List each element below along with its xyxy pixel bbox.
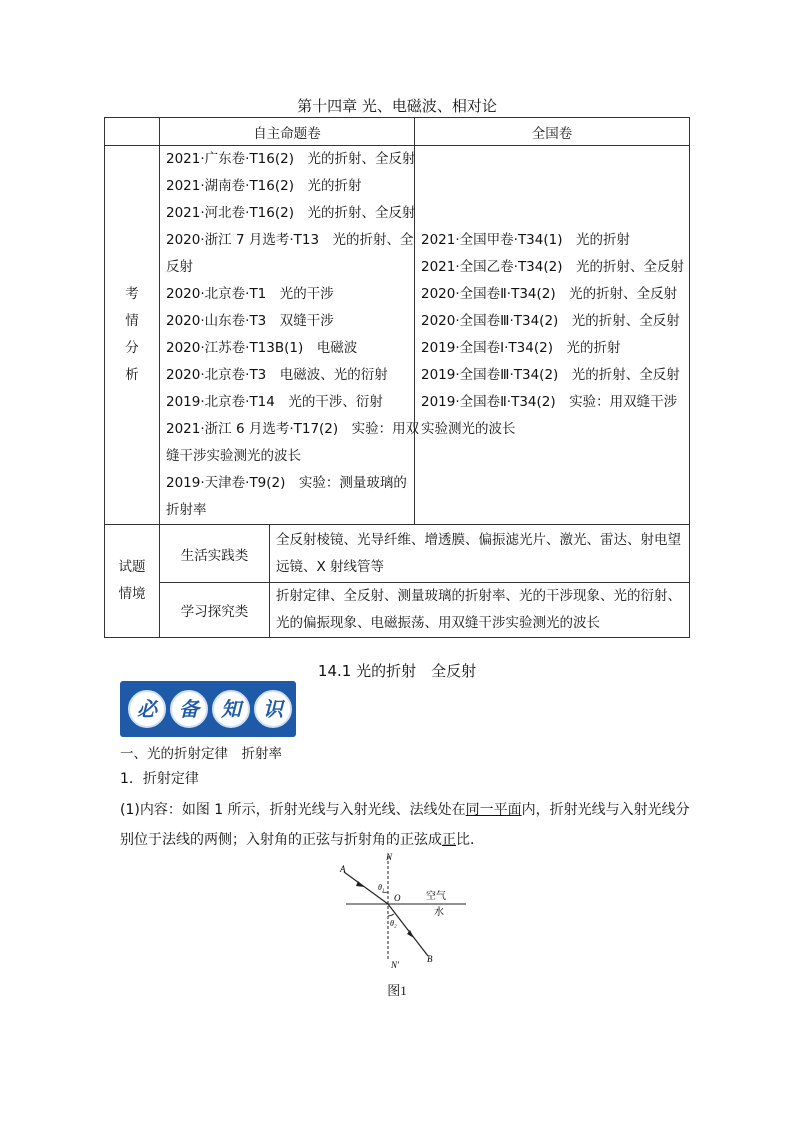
list-item: 折射率 [166,502,207,518]
list-item: 实验测光的波长 [421,421,516,437]
refraction-diagram [330,848,470,973]
list-item: 反射 [166,259,193,275]
label-theta2: θ₂ [390,919,397,928]
refraction-law-paragraph: (1)内容：如图 1 所示，折射光线与入射光线、法线处在同一平面内，折射光线与入射光线分别位于法线的两侧；入射角的正弦与折射角的正弦成正比． [120,802,690,848]
list-item: 2021·全国乙卷·T34(2) 光的折射、全反射 [421,259,684,275]
banner-char: 备 [170,690,208,728]
list-item: 2020·浙江 7 月选考·T13 光的折射、全 [166,232,414,248]
label-theta1: θ₁ [378,883,385,892]
list-item: 2020·北京卷·T1 光的干涉 [166,286,334,302]
list-item: 2019·全国卷Ⅱ·T34(2) 实验：用双缝干涉 [421,394,678,410]
list-item: 缝干涉实验测光的波长 [166,448,301,464]
header-empty-cell [105,118,160,146]
exam-analysis-table [104,117,690,638]
list-item: 2020·江苏卷·T13B(1) 电磁波 [166,340,358,356]
heading-refraction-law: 一、光的折射定律 折射率 [120,746,282,762]
label-air: 空气 [426,891,446,902]
section-title: 14.1 光的折射 全反射 [317,662,477,680]
scene-type-life: 生活实践类 [160,525,270,583]
list-item: 2021·广东卷·T16(2) 光的折射、全反射 [166,151,416,167]
list-item: 2020·北京卷·T3 电磁波、光的衍射 [166,367,388,383]
underlined-term: 同一平面 [465,802,522,818]
list-item: 2020·山东卷·T3 双缝干涉 [166,313,334,329]
label-n: N [386,852,393,862]
scene-content-life: 全反射棱镜、光导纤维、增透膜、偏振滤光片、激光、雷达、射电望远镜、X 射线管等 [270,525,690,583]
list-item: 2020·全国卷Ⅲ·T34(2) 光的折射、全反射 [421,313,680,329]
label-a: A [340,864,346,874]
list-item: 2019·全国卷Ⅲ·T34(2) 光的折射、全反射 [421,367,680,383]
list-item: 2019·天津卷·T9(2) 实验：测量玻璃的 [166,475,407,491]
banner-char: 必 [128,690,166,728]
scene-content-study: 折射定律、全反射、测量玻璃的折射率、光的干涉现象、光的衍射、光的偏振现象、电磁振荡、用双缝干涉实验测光的波长 [270,583,690,638]
national-items-cell [415,146,690,525]
essential-knowledge-banner [120,681,296,737]
header-national: 全国卷 [415,118,690,146]
label-water: 水 [434,907,444,918]
banner-char: 识 [254,690,292,728]
exam-analysis-label: 考 情 分 析 [105,146,160,525]
refracted-arrow [407,930,414,938]
label-b: B [427,954,433,964]
list-item: 2021·浙江 6 月选考·T17(2) 实验：用双 [166,421,420,437]
list-item: 2019·北京卷·T14 光的干涉、衍射 [166,394,383,410]
label-n-prime: N′ [391,960,399,970]
list-item: 2019·全国卷Ⅰ·T34(2) 光的折射 [421,340,621,356]
refracted-ray [388,904,428,956]
list-item: 2020·全国卷Ⅱ·T34(2) 光的折射、全反射 [421,286,678,302]
list-item: 2021·河北卷·T16(2) 光的折射、全反射 [166,205,416,221]
scenario-label: 试题 情境 [105,525,160,638]
banner-char: 知 [212,690,250,728]
label-o: O [394,893,401,903]
list-item: 2021·湖南卷·T16(2) 光的折射 [166,178,362,194]
angle-arc-theta2 [388,914,394,916]
scene-type-study: 学习探究类 [160,583,270,638]
chapter-title: 第十四章 光、电磁波、相对论 [297,97,497,115]
subheading-refraction-law: 1．折射定律 [120,771,199,787]
independent-items-cell [160,146,420,525]
list-item: 2021·全国甲卷·T34(1) 光的折射 [421,232,630,248]
underlined-term: 正 [442,832,456,848]
header-independent: 自主命题卷 [160,118,415,146]
figure-caption: 图1 [387,983,407,998]
